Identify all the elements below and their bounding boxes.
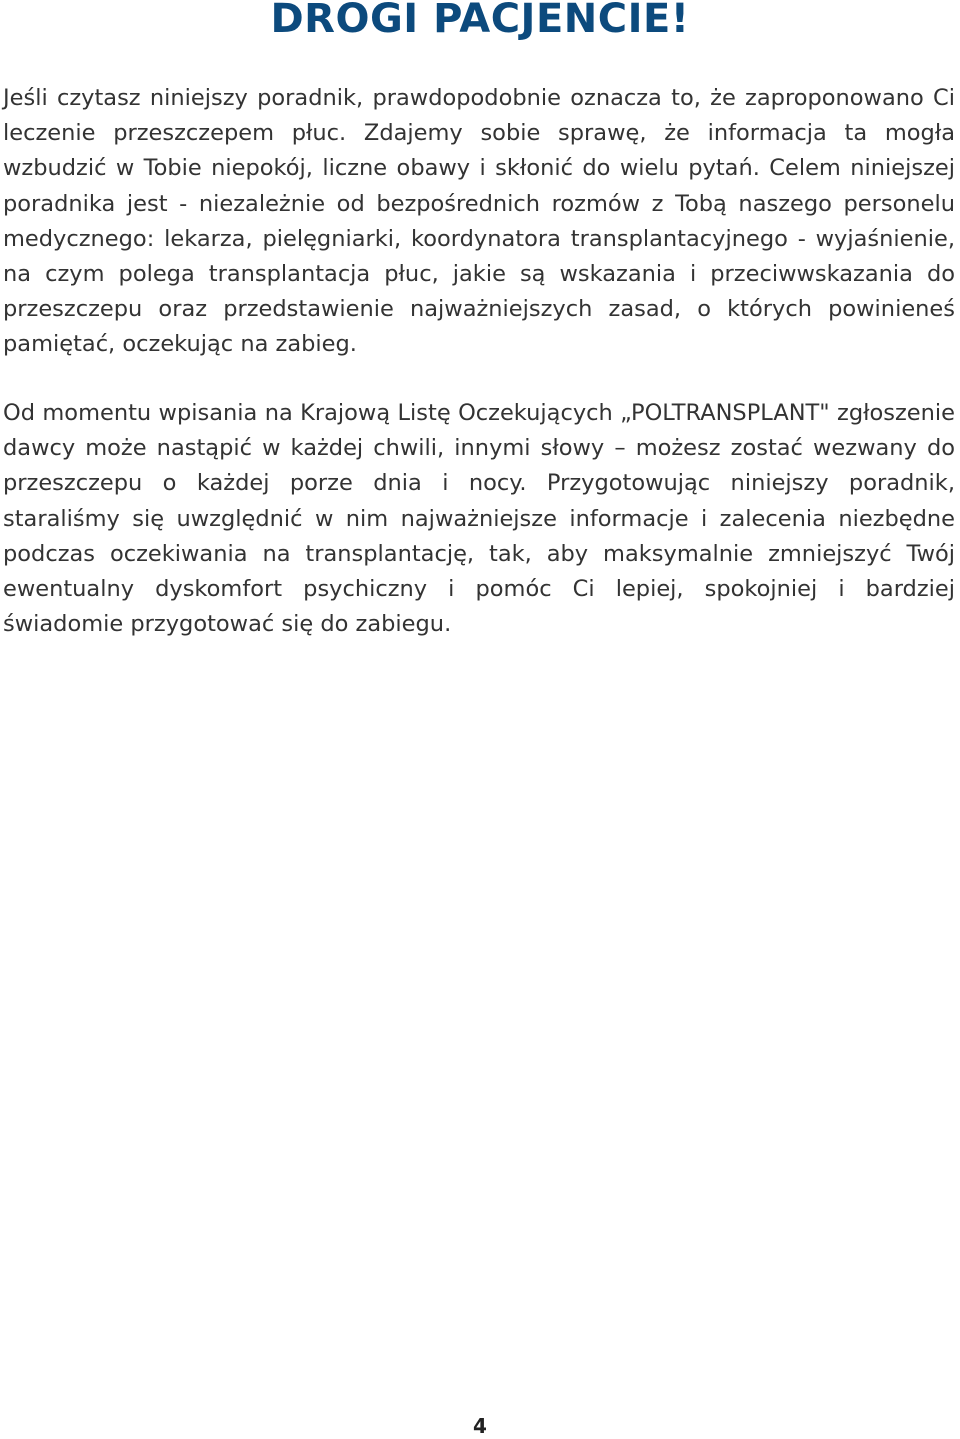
page-number: 4 [473, 1414, 487, 1438]
waiting-list-paragraph: Od momentu wpisania na Krajową Listę Oczekujących „POLTRANSPLANT" zgłoszenie dawcy może nastąpić w każdej chwili, innymi słowy – możesz zostać wezwany do przeszczepu o każdej porze dnia i nocy. Przygotowując niniejszy poradnik, staraliśmy się uwzględnić w nim najważniejsze informacje i zalecenia niezbędne podczas oczekiwania na transplantację, tak, aby maksymalnie zmniejszyć Twój ewentualny dyskomfort psychiczny i pomóc Ci lepiej, spokojniej i bardziej świadomie przygotować się do zabiegu. [3, 400, 955, 638]
page-title: DROGI PACJENCIE! [270, 0, 690, 42]
intro-paragraph: Jeśli czytasz niniejszy poradnik, prawdopodobnie oznacza to, że zaproponowano Ci leczenie przeszczepem płuc. Zdajemy sobie sprawę, że informacja ta mogła wzbudzić w Tobie niepokój, liczne obawy i skłonić do wielu pytań. Celem niniejszej poradnika jest - niezależnie od bezpośrednich rozmów z Tobą naszego personelu medycznego: lekarza, pielęgniarki, koordynatora transplantacyjnego - wyjaśnienie, na czym polega transplantacja płuc, jakie są wskazania i przeciwwskazania do przeszczepu oraz przedstawienie najważniejszych zasad, o których powinieneś pamiętać, oczekując na zabieg. [3, 85, 955, 358]
